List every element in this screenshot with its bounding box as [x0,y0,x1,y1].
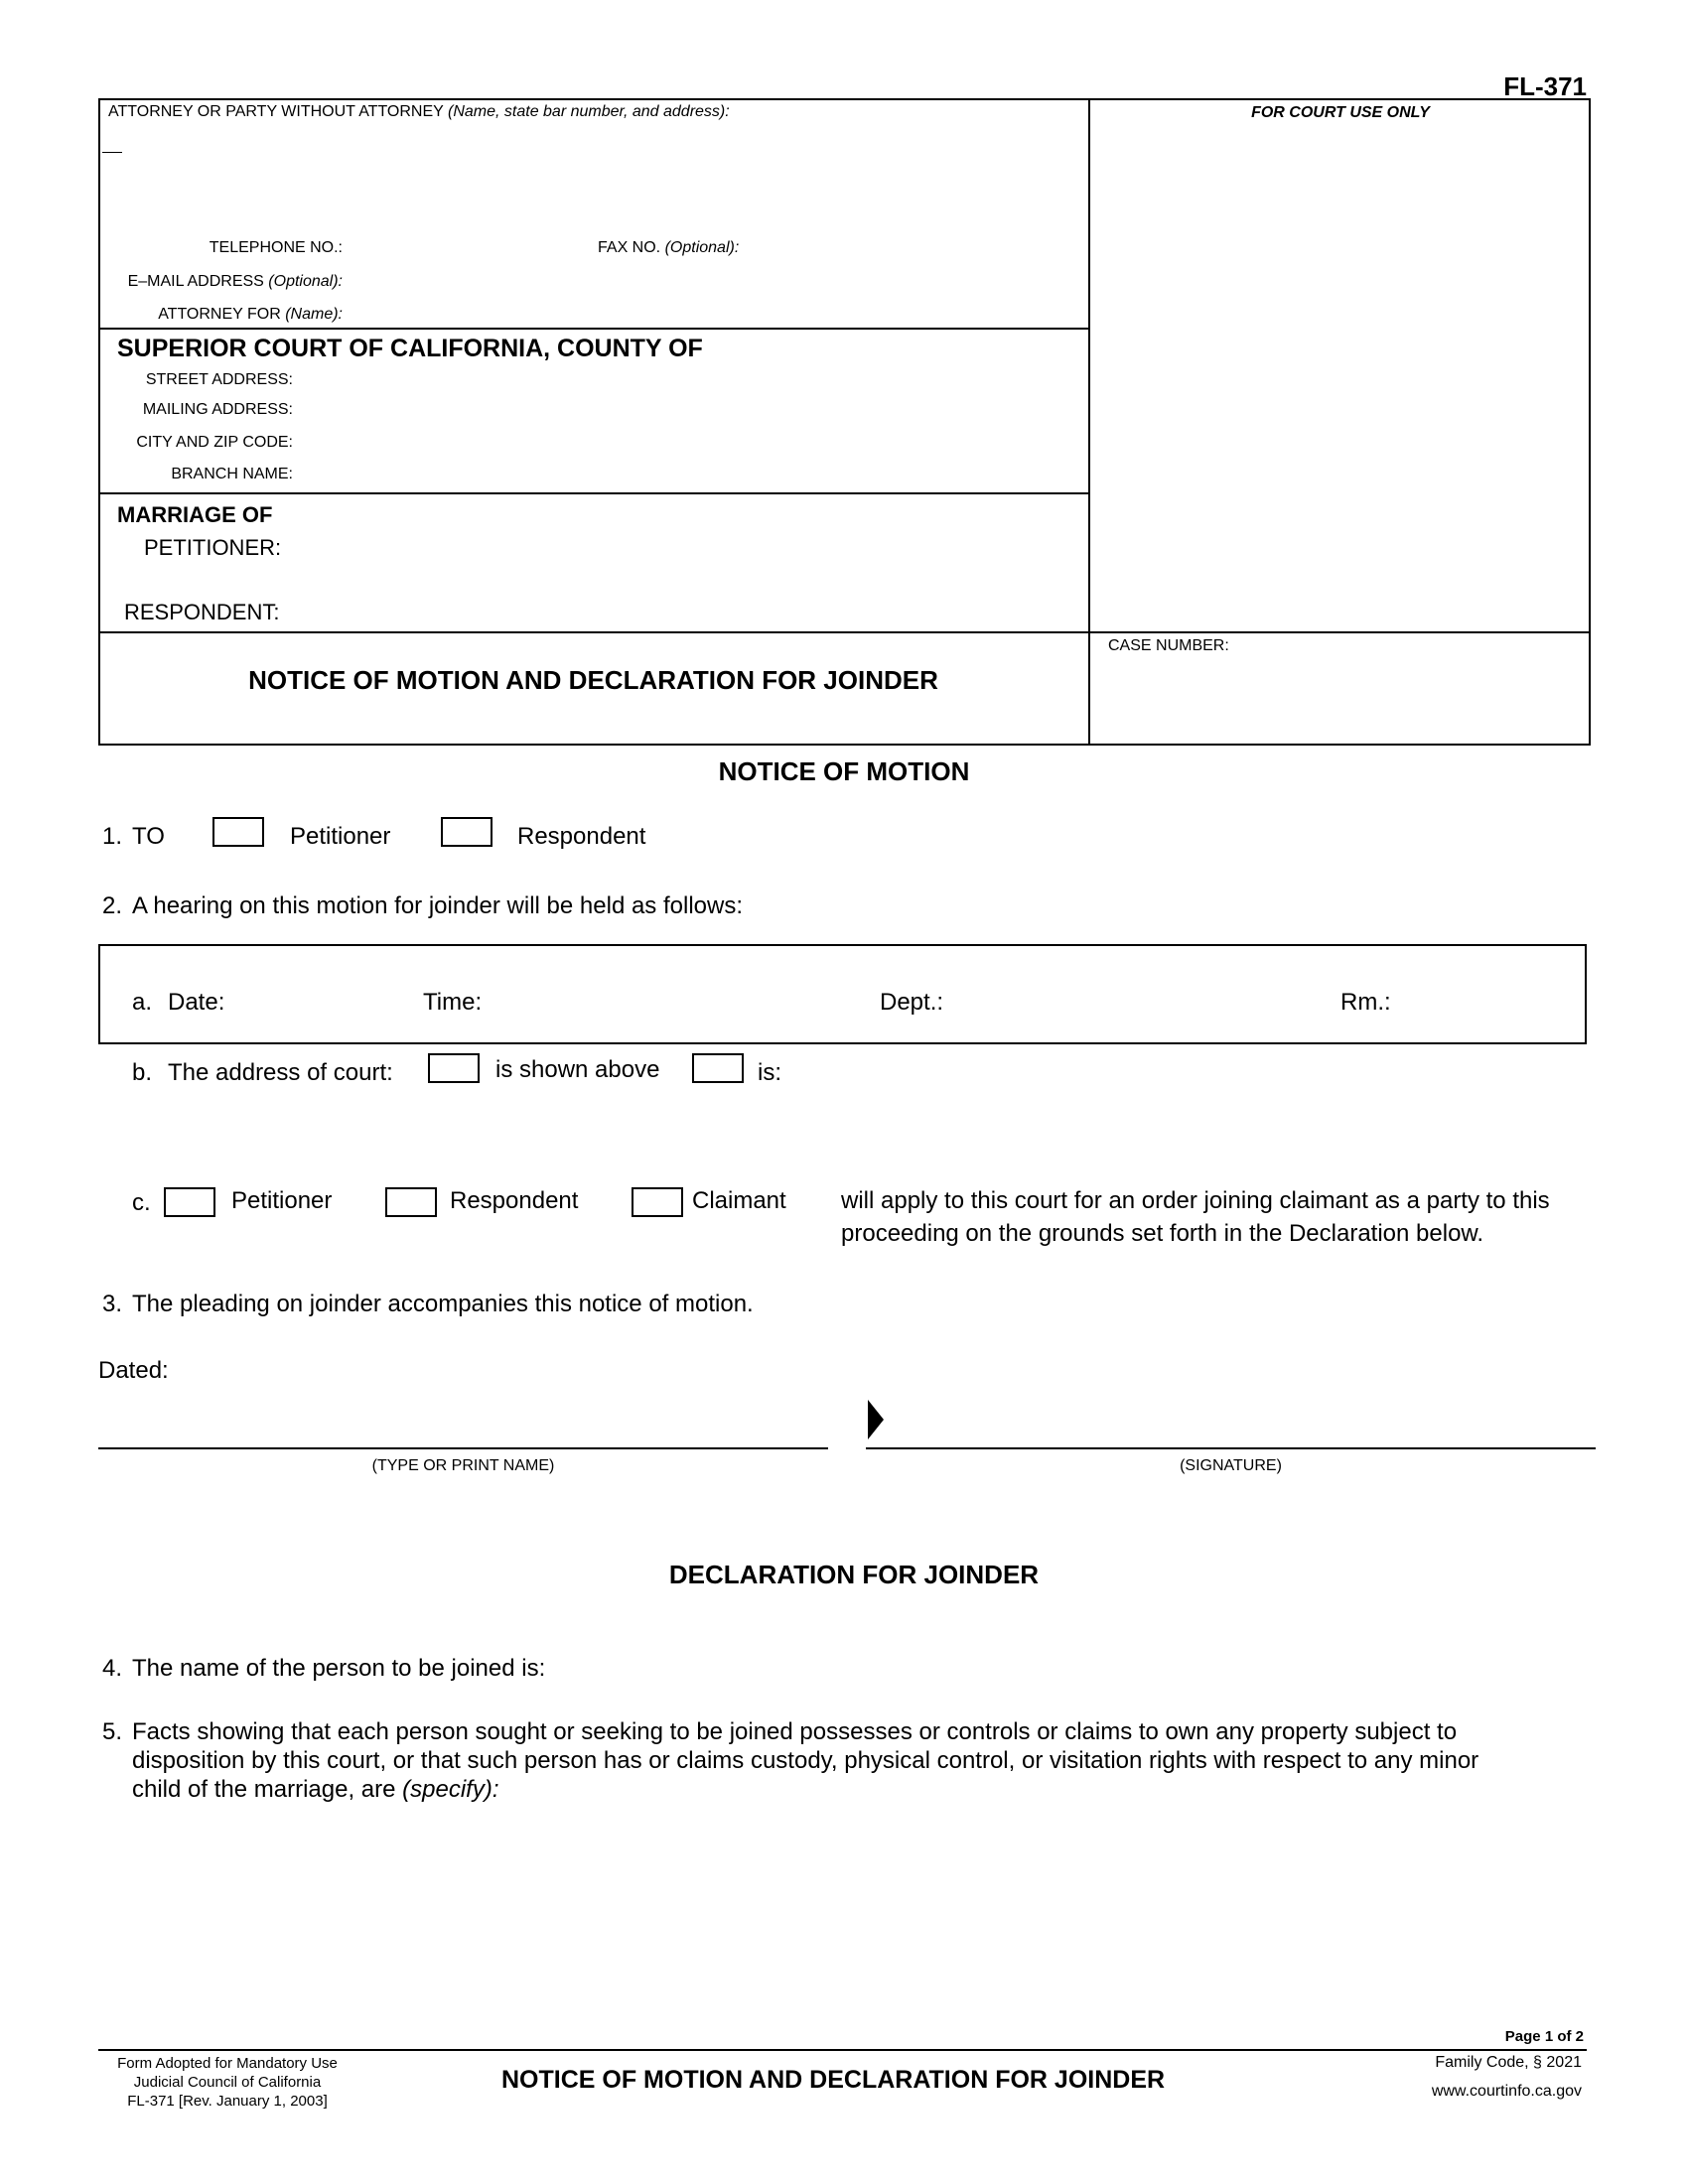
court-divider [98,492,1089,494]
city-zip-label: CITY AND ZIP CODE: [136,434,293,451]
fax-optional: (Optional): [664,239,740,256]
signature-caption: (SIGNATURE) [1180,1457,1282,1474]
item3-number: 3. [102,1291,123,1317]
hearing-date-label: Date: [168,989,225,1016]
attorney-for-text: ATTORNEY FOR [158,306,281,323]
case-number-field[interactable] [1102,663,1579,733]
item5-facts-field[interactable] [132,1815,1582,2023]
item1-petitioner-checkbox[interactable] [212,817,264,847]
telephone-field[interactable] [348,236,586,258]
item4-number: 4. [102,1655,123,1682]
attorney-label-text: ATTORNEY OR PARTY WITHOUT ATTORNEY [108,103,444,120]
print-name-line [98,1447,828,1449]
notice-heading: NOTICE OF MOTION [718,756,970,786]
footer-adopted [98,2054,356,2111]
item2c-petitioner-checkbox[interactable] [164,1187,215,1217]
fax-field[interactable] [750,236,1077,258]
item2b-text: The address of court: [168,1059,393,1086]
petitioner-field[interactable] [298,533,1077,561]
footer-adopted-line1: Form Adopted for Mandatory Use [117,2055,338,2072]
declaration-heading: DECLARATION FOR JOINDER [668,1560,1040,1589]
attorney-for-field[interactable] [348,303,1077,325]
print-name-caption: (TYPE OR PRINT NAME) [371,1457,555,1474]
attorney-label [108,103,730,121]
hearing-time-field[interactable] [492,983,869,1017]
dated-label: Dated: [98,1357,169,1384]
court-address-field[interactable] [804,1052,1579,1152]
item2c-respondent-label: Respondent [450,1187,579,1214]
item5-number: 5. [102,1718,123,1745]
respondent-label: RESPONDENT: [124,600,280,624]
item3-text: The pleading on joinder accompanies this notice of motion. [132,1291,754,1317]
item1-number: 1. [102,823,123,850]
item2c-respondent-checkbox[interactable] [385,1187,437,1217]
item2c-text-line1: will apply to this court for an order joining claimant as a party to this [841,1187,1550,1214]
item2c-claimant-label: Claimant [692,1187,786,1214]
form-number: FL-371 [1503,71,1587,101]
hearing-a-label: a. [132,989,153,1016]
hearing-time-label: Time: [423,989,483,1016]
item2c-petitioner-label: Petitioner [231,1187,333,1214]
item2-text: A hearing on this motion for joinder will be held as follows: [132,892,743,919]
telephone-label: TELEPHONE NO.: [209,239,343,256]
fax-label-text: FAX NO. [598,239,661,256]
person-to-be-joined-field[interactable] [571,1650,1579,1684]
item5-line3 [132,1776,499,1804]
item2-number: 2. [102,892,123,919]
email-optional: (Optional): [268,273,343,290]
fax-label [598,239,739,257]
county-field[interactable] [710,335,1077,362]
address-shown-above-checkbox[interactable] [428,1053,480,1083]
footer-rule [98,2049,1587,2051]
address-is-checkbox[interactable] [692,1053,744,1083]
signature-line [866,1447,1596,1449]
item4-text: The name of the person to be joined is: [132,1655,546,1682]
item1-respondent-label: Respondent [517,823,646,850]
court-use-only-label: FOR COURT USE ONLY [1251,104,1430,121]
branch-name-field[interactable] [298,463,1077,484]
dated-field[interactable] [179,1352,576,1386]
street-address-label: STREET ADDRESS: [145,371,293,388]
email-field[interactable] [348,270,1077,292]
attorney-label-italic: (Name, state bar number, and address): [448,103,730,120]
item5-line1: Facts showing that each person sought or seeking to be joined possesses or controls or claims to own any property subject to [132,1718,1458,1745]
hearing-dept-field[interactable] [958,983,1336,1017]
court-use-divider [1088,98,1090,746]
item5-line3-text: child of the marriage, are [132,1776,396,1803]
email-label [99,273,343,291]
form-title: NOTICE OF MOTION AND DECLARATION FOR JOINDER [248,665,938,695]
title-divider [98,631,1591,633]
item5-line2: disposition by this court, or that such person has or claims custody, physical control, or visitation rights with respect to any minor [132,1747,1479,1774]
mailing-address-label: MAILING ADDRESS: [142,401,293,418]
mailing-address-field[interactable] [298,398,1077,420]
attorney-name-field[interactable] [108,127,1081,236]
petitioner-label: PETITIONER: [144,535,282,560]
footer-adopted-line3: FL-371 [Rev. January 1, 2003] [127,2093,328,2110]
marriage-of-label: MARRIAGE OF [117,502,273,527]
hearing-date-field[interactable] [238,983,417,1017]
page-number: Page 1 of 2 [1504,2028,1584,2045]
item2b-label: b. [132,1059,153,1086]
footer-adopted-line2: Judicial Council of California [133,2074,322,2091]
item1-petitioner-label: Petitioner [290,823,391,850]
hearing-dept-label: Dept.: [880,989,944,1016]
street-address-field[interactable] [298,368,1077,390]
signature-field[interactable] [866,1400,1596,1443]
item1-to: TO [132,823,165,850]
item2c-label: c. [132,1189,151,1216]
item1-respondent-checkbox[interactable] [441,817,492,847]
city-zip-field[interactable] [298,431,1077,453]
footer-code: Family Code, § 2021 [1435,2054,1582,2071]
item2c-claimant-checkbox[interactable] [632,1187,683,1217]
hearing-rm-label: Rm.: [1340,989,1391,1016]
respondent-field[interactable] [298,597,1077,624]
address-shown-above-label: is shown above [495,1056,660,1083]
email-label-text: E–MAIL ADDRESS [127,273,264,290]
attorney-for-name: (Name): [285,306,343,323]
hearing-rm-field[interactable] [1400,983,1569,1017]
attorney-for-label [99,306,343,324]
court-title: SUPERIOR COURT OF CALIFORNIA, COUNTY OF [117,335,703,362]
case-number-label: CASE NUMBER: [1108,637,1229,654]
item2c-text-line2: proceeding on the grounds set forth in the Declaration below. [841,1220,1484,1247]
attorney-divider [98,328,1089,330]
branch-name-label: BRANCH NAME: [171,466,293,482]
item5-specify: (specify): [402,1776,499,1803]
address-is-label: is: [758,1059,781,1086]
print-name-field[interactable] [98,1400,828,1443]
footer-title: NOTICE OF MOTION AND DECLARATION FOR JOINDER [501,2066,1166,2094]
footer-website: www.courtinfo.ca.gov [1431,2083,1582,2100]
